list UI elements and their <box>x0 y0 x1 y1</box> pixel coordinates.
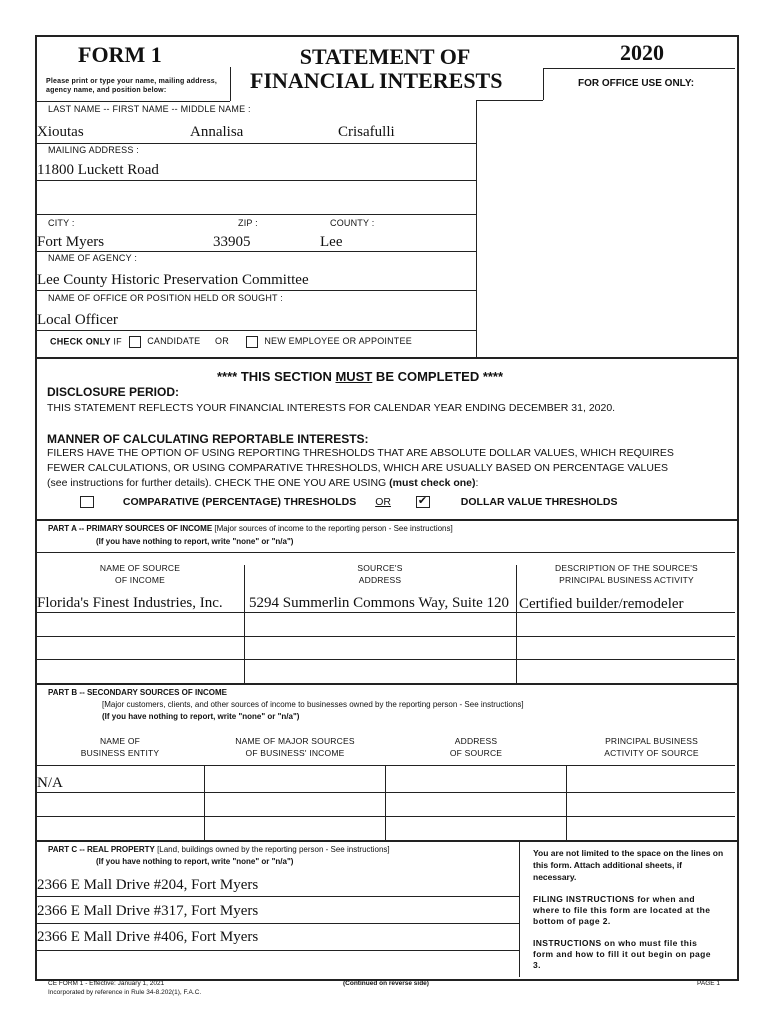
part-a-col2-h2: ADDRESS <box>358 575 402 585</box>
mailing-label: MAILING ADDRESS : <box>48 145 139 155</box>
candidate-checkbox[interactable] <box>129 336 141 348</box>
part-a-row1-activity[interactable]: Certified builder/remodeler <box>519 596 684 612</box>
title-line2: FINANCIAL INTERESTS <box>250 68 503 93</box>
part-b-row1-entity[interactable]: N/A <box>37 775 63 791</box>
manner-line2: FEWER CALCULATIONS, OR USING COMPARATIVE THRESHOLDS, WHICH ARE USUALLY BASED ON PERCENTAGE VALUES <box>47 462 668 474</box>
office-position[interactable]: Local Officer <box>37 312 118 328</box>
city-label: CITY : <box>48 218 75 228</box>
new-employee-checkbox[interactable] <box>246 336 258 348</box>
last-name[interactable]: Xioutas <box>37 124 84 140</box>
part-a-row1-name[interactable]: Florida's Finest Industries, Inc. <box>37 595 223 611</box>
office-use-label: FOR OFFICE USE ONLY: <box>578 78 695 89</box>
manner-line1: FILERS HAVE THE OPTION OF USING REPORTING THRESHOLDS THAT ARE ABSOLUTE DOLLAR VALUES, WHICH REQUIRES <box>47 447 674 459</box>
must-post: BE COMPLETED **** <box>372 369 504 384</box>
part-c-row3[interactable]: 2366 E Mall Drive #406, Fort Myers <box>37 929 259 945</box>
part-b-col1-header <box>37 735 203 759</box>
dollar-label: DOLLAR VALUE THRESHOLDS <box>460 496 618 508</box>
must-complete-banner <box>217 369 503 384</box>
part-a-col1-header <box>37 562 243 586</box>
part-b-col3-h2: OF SOURCE <box>449 748 503 758</box>
part-c-heading: PART C -- REAL PROPERTY <box>48 845 155 854</box>
part-b-col1-h1: NAME OF <box>99 736 141 746</box>
manner-line3c: : <box>475 477 479 489</box>
part-c-row1[interactable]: 2366 E Mall Drive #204, Fort Myers <box>37 877 259 893</box>
threshold-row <box>80 496 618 508</box>
footer-left-line2: Incorporated by reference in Rule 34-8.202(1), F.A.C. <box>48 989 202 996</box>
part-b-col4-h2: ACTIVITY OF SOURCE <box>604 748 699 758</box>
disclosure-heading: DISCLOSURE PERIOD: <box>47 385 180 399</box>
part-a-col3-header <box>518 562 735 586</box>
name-label: LAST NAME -- FIRST NAME -- MIDDLE NAME : <box>48 104 251 114</box>
part-a-heading: PART A -- PRIMARY SOURCES OF INCOME <box>48 524 213 533</box>
part-b-col1-h2: BUSINESS ENTITY <box>80 748 160 758</box>
form-year: 2020 <box>620 40 664 65</box>
threshold-or: OR <box>375 496 391 508</box>
first-name[interactable]: Annalisa <box>190 124 244 140</box>
part-b-col3-header <box>386 735 566 759</box>
must-pre: **** THIS SECTION <box>217 369 336 384</box>
part-b-heading: PART B -- SECONDARY SOURCES OF INCOME <box>48 688 227 697</box>
zip-label: ZIP : <box>238 218 258 228</box>
part-a-none-note: (If you have nothing to report, write "none" or "n/a") <box>96 537 294 546</box>
part-a-col3-h2: PRINCIPAL BUSINESS ACTIVITY <box>559 575 694 585</box>
part-a-title <box>48 524 453 533</box>
part-a-row1-address[interactable]: 5294 Summerlin Commons Way, Suite 120 <box>249 595 510 611</box>
agency-name[interactable]: Lee County Historic Preservation Committee <box>37 272 309 288</box>
if-label: IF <box>113 336 122 347</box>
part-a-col2-header <box>245 562 515 586</box>
middle-name[interactable]: Crisafulli <box>338 124 395 140</box>
part-c-row2[interactable]: 2366 E Mall Drive #317, Fort Myers <box>37 903 259 919</box>
county[interactable]: Lee <box>320 234 343 250</box>
part-c-note: [Land, buildings owned by the reporting person - See instructions] <box>157 845 390 854</box>
part-b-none-note: (If you have nothing to report, write "none" or "n/a") <box>102 712 300 721</box>
must-word: MUST <box>335 369 373 384</box>
zip[interactable]: 33905 <box>213 234 251 250</box>
part-a-note: [Major sources of income to the reporting person - See instructions] <box>214 524 453 533</box>
manner-line3 <box>47 477 478 489</box>
comparative-checkbox[interactable] <box>80 496 94 508</box>
manner-heading: MANNER OF CALCULATING REPORTABLE INTERESTS: <box>47 432 369 446</box>
part-b-col2-header <box>205 735 385 759</box>
manner-line3b: (must check one) <box>389 477 476 489</box>
agency-label: NAME OF AGENCY : <box>48 253 138 263</box>
part-a-col3-h1: DESCRIPTION OF THE SOURCE'S <box>555 563 698 573</box>
office-label: NAME OF OFFICE OR POSITION HELD OR SOUGHT : <box>48 293 283 303</box>
part-c-none-note: (If you have nothing to report, write "none" or "n/a") <box>96 857 294 866</box>
part-b-col2-h2: OF BUSINESS' INCOME <box>245 748 345 758</box>
footer-center: (Continued on reverse side) <box>343 980 429 987</box>
manner-line3a: (see instructions for further details). CHECK THE ONE YOU ARE USING <box>47 477 390 489</box>
part-b-col4-h1: PRINCIPAL BUSINESS <box>605 736 698 746</box>
part-c-title <box>48 845 390 854</box>
candidate-label: CANDIDATE <box>147 336 201 347</box>
footer-page: PAGE 1 <box>697 980 721 987</box>
part-b-col4-header <box>568 735 735 759</box>
mailing-address[interactable]: 11800 Luckett Road <box>37 162 159 178</box>
comparative-label: COMPARATIVE (PERCENTAGE) THRESHOLDS <box>122 496 357 508</box>
part-c-side-note2: FILING INSTRUCTIONS for when and where to file this form are located at the bottom of page 2. <box>533 894 711 926</box>
disclosure-text: THIS STATEMENT REFLECTS YOUR FINANCIAL INTERESTS FOR CALENDAR YEAR ENDING DECEMBER 31, 2020. <box>47 402 616 414</box>
dollar-checkbox[interactable] <box>416 496 430 508</box>
part-a-col1-h2: OF INCOME <box>115 575 165 585</box>
new-employee-label: NEW EMPLOYEE OR APPOINTEE <box>264 336 412 347</box>
county-label: COUNTY : <box>330 218 375 228</box>
part-b-col3-h1: ADDRESS <box>454 736 498 746</box>
part-b-col2-h1: NAME OF MAJOR SOURCES <box>235 736 355 746</box>
part-b-note: [Major customers, clients, and other sources of income to businesses owned by the reporting person - See instructions] <box>102 700 524 709</box>
part-a-col2-h1: SOURCE'S <box>357 563 403 573</box>
form-number: FORM 1 <box>78 42 162 67</box>
part-a-col1-h1: NAME OF SOURCE <box>99 563 181 573</box>
part-c-side-note1: You are not limited to the space on the lines on this form. Attach additional sheets, if necessary. <box>533 848 724 882</box>
city[interactable]: Fort Myers <box>37 234 105 250</box>
part-c-side-note3: INSTRUCTIONS on who must file this form and how to fill it out begin on page 3. <box>533 938 711 970</box>
title-line1: STATEMENT OF <box>299 44 471 69</box>
print-note: Please print or type your name, mailing address, agency name, and position below: <box>46 78 218 94</box>
check-only-label: CHECK ONLY <box>50 336 111 347</box>
checkmark-icon: ✔ <box>417 495 428 508</box>
footer-left-line1: CE FORM 1 - Effective: January 1, 2021 <box>48 980 165 987</box>
check-only-row <box>50 336 412 348</box>
or-label: OR <box>215 336 229 347</box>
